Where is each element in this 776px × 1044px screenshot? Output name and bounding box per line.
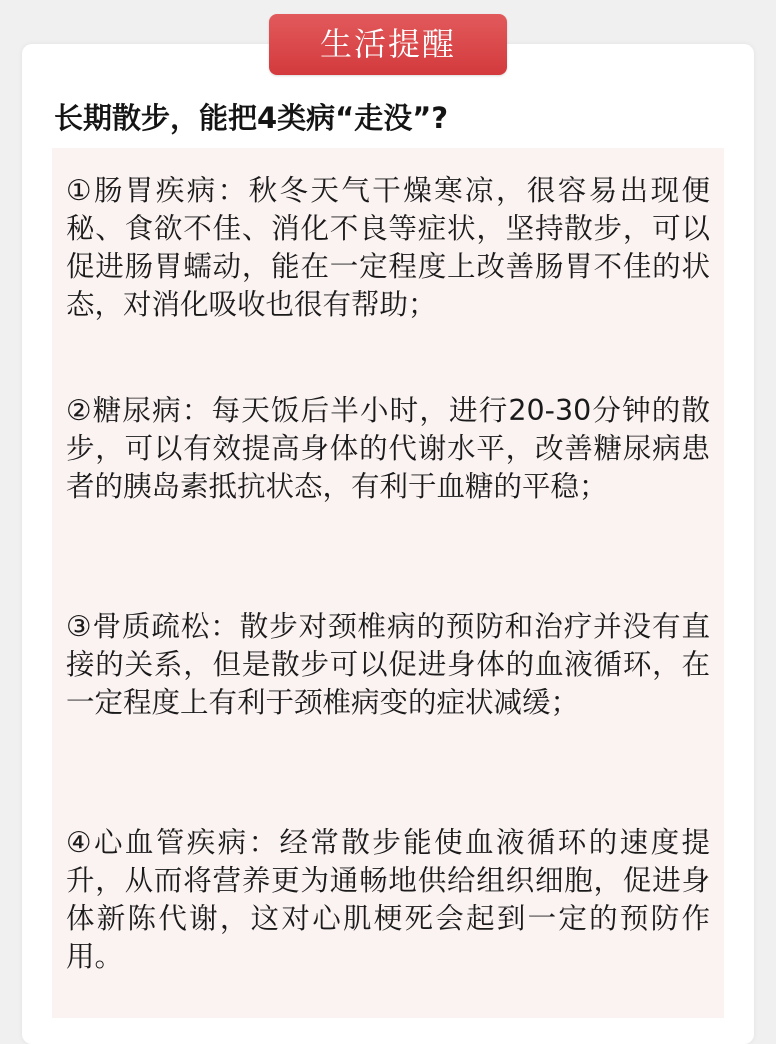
content-panel [52, 148, 724, 1018]
list-item-osteoporosis: ③骨质疏松：散步对颈椎病的预防和治疗并没有直接的关系，但是散步可以促进身体的血液循环，在一定程度上有利于颈椎病变的症状减缓； [66, 610, 710, 719]
list-item-gastrointestinal: ①肠胃疾病：秋冬天气干燥寒凉，很容易出现便秘、食欲不佳、消化不良等症状，坚持散步，可以促进肠胃蠕动，能在一定程度上改善肠胃不佳的状态，对消化吸收也很有帮助； [66, 174, 710, 321]
section-tag: 生活提醒 [269, 14, 507, 75]
list-item-diabetes: ②糖尿病：每天饭后半小时，进行20-30分钟的散步，可以有效提高身体的代谢水平，改善糖尿病患者的胰岛素抵抗状态，有利于血糖的平稳； [66, 394, 710, 503]
article-title: 长期散步，能把4类病“走没”? [54, 101, 449, 135]
list-item-cardiovascular: ④心血管疾病：经常散步能使血液循环的速度提升，从而将营养更为通畅地供给组织细胞，促进身体新陈代谢，这对心肌梗死会起到一定的预防作用。 [66, 826, 710, 973]
